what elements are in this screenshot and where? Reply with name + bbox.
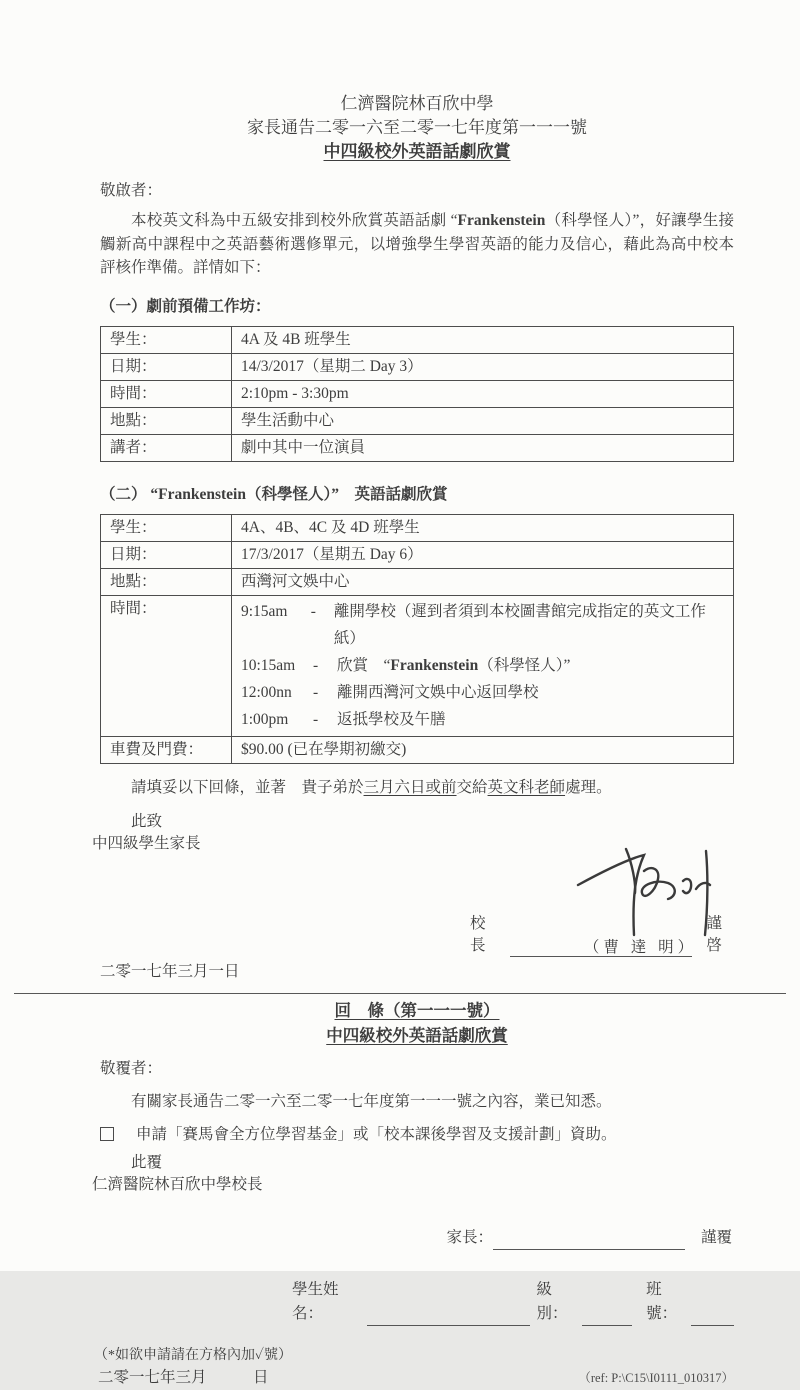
table-row-fee: 車費及門費： $90.00 (已在學期初繳交) [101,736,734,763]
principal-label: 校長 [470,915,486,954]
section2-heading: （二） “Frankenstein（科學怪人）” 英語話劇欣賞 [100,485,448,503]
play-name: Frankenstein [457,212,546,229]
workshop-table [100,326,734,462]
table-row: 時間： 2:10pm - 3:30pm [101,380,734,407]
class-line [582,1278,633,1326]
student-name-line [367,1278,530,1326]
table-row: 地點： 學生活動中心 [101,407,734,434]
signoff: 謹啓 [706,915,722,954]
reply-regards: 此覆 [131,1153,163,1171]
play-name: Frankenstein [158,485,246,503]
schedule-line: 1:00pm - 返抵學校及午膳 [241,711,446,728]
subsidy-option-label: 申請「賽馬會全方位學習基金」或「校本課後學習及支援計劃」資助。 [136,1125,617,1143]
recipient-text: 英文科老師 [487,778,566,796]
table-row: 學生： 4A、4B、4C 及 4D 班學生 [101,514,734,541]
principal-name: （曹 達 明） [583,939,698,956]
schedule-line: 9:15am - 離開學校（遲到者須到本校圖書館完成指定的英文工作紙） [241,603,706,647]
table-row: 日期： 17/3/2017（星期五 Day 6） [101,541,734,568]
reply-addressee: 仁濟醫院林百欣中學校長 [92,1175,263,1193]
notice-number-line: 家長通告二零一六至二零一七年度第一一一號 [247,118,587,137]
cut-line [14,993,786,994]
table-row: 學生： 4A 及 4B 班學生 [101,326,734,353]
bottom-row [98,1366,734,1390]
class-label: 級別： [536,1280,568,1322]
salutation: 敬啟者： [100,182,163,199]
subsidy-option-row [100,1123,734,1146]
table-row: 講者： 劇中其中一位演員 [101,434,734,461]
parent-label: 家長： [446,1228,493,1246]
class-no-label: 班號： [646,1280,678,1322]
table-row-schedule: 時間： 9:15am - 離開學校（遲到者須到本校圖書館完成指定的英文工作紙） 10:15am - 欣賞 “Frankenstein（科學怪人）” 12:00nn - 離開西灣河文娛中心返回學校 1:00pm - 返抵學校及午膳 [101,595,734,736]
regards: 此致 [131,813,163,830]
file-reference: （ref: P:\C15\I0111_010317） [578,1370,734,1385]
issue-date: 二零一七年三月一日 [100,963,240,980]
return-instruction: 請填妥以下回條，並著 貴子弟於三月六日或前交給英文科老師處理。 [131,778,612,796]
subsidy-checkbox [100,1127,114,1141]
schedule-line: 12:00nn - 離開西灣河文娛中心返回學校 [241,684,539,701]
signature-block [100,857,734,956]
reply-slip-subtitle: 中四級校外英語話劇欣賞 [326,1026,508,1045]
acknowledgement: 有關家長通告二零一六至二零一七年度第一一一號之內容，業已知悉。 [131,1093,612,1110]
student-info-row [292,1278,734,1326]
table-row: 日期： 14/3/2017（星期二 Day 3） [101,353,734,380]
section1-heading: （一）劇前預備工作坊： [100,297,271,315]
play-name: Frankenstein [390,657,479,674]
school-name: 仁濟醫院林百欣中學 [340,94,494,113]
addressee: 中四級學生家長 [92,835,201,852]
deadline-text: 三月六日或前 [363,778,457,796]
parent-signature-row [100,1226,734,1250]
class-no-line [691,1278,734,1326]
show-table [100,514,734,764]
parent-signoff: 謹覆 [700,1228,732,1246]
student-name-label: 學生姓名： [292,1280,339,1322]
reply-date-line: 二零一七年三月 日 [98,1368,269,1386]
reply-slip-title: 回 條（第一一一號） [334,1001,500,1020]
reply-salutation: 敬覆者： [100,1060,163,1077]
schedule-line: 10:15am - 欣賞 “Frankenstein（科學怪人）” [241,657,571,674]
table-row: 地點： 西灣河文娛中心 [101,568,734,595]
intro-paragraph: 本校英文科為中五級安排到校外欣賞英語話劇 “Frankenstein（科學怪人）”，好讓學生接觸新高中課程中之英語藝術選修單元，以增強學生學習英語的能力及信心，藉此為高中校本評核作準備。詳情如下： [100,212,734,276]
footnote: （*如欲申請請在方格內加✓號） [94,1347,293,1363]
notice-title: 中四級校外英語話劇欣賞 [323,142,511,161]
parent-signature-line [493,1226,685,1250]
